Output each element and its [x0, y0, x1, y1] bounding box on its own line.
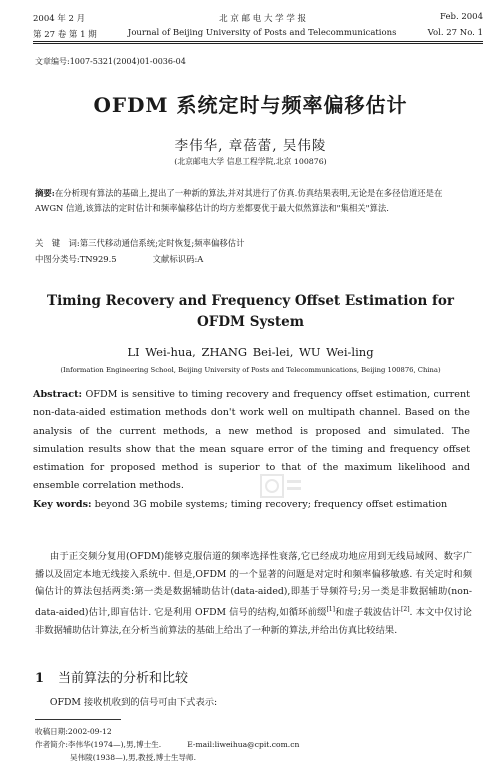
header-journal-cn: 北 京 邮 电 大 学 学 报 [219, 14, 307, 24]
abstract-cn-text: 在分析现有算法的基础上,提出了一种新的算法,并对其进行了仿真.仿真结果表明,无论是在多径信道还是在 AWGN 信道,该算法的定时估计和频率偏移估计的均方差都要优于最大似然算法和"集相关"算法. [35, 188, 443, 213]
paper-title-cn: OFDM 系统定时与频率偏移估计 [93, 93, 408, 117]
intro-text-b: 和虚子载波估计 [334, 607, 402, 619]
citation-2[interactable]: [2] [401, 606, 410, 614]
abstract-cn-label: 摘要: [35, 188, 55, 198]
header-rule [33, 41, 483, 42]
footnote-received-date: 收稿日期:2002-09-12 [35, 727, 112, 736]
section-title: 当前算法的分析和比较 [58, 671, 189, 686]
keywords-en-label: Key words: [33, 498, 92, 510]
paper-title-en [0, 291, 501, 333]
introduction-paragraph [35, 548, 472, 640]
footnote-author-intro [35, 739, 299, 750]
class-number: 中图分类号:TN929.5 [35, 254, 117, 264]
footnote-author-text: 作者简介:李伟华(1974—),男,博士生. [35, 740, 162, 749]
keywords-en-text: beyond 3G mobile systems; timing recovery; frequency offset estimation [94, 498, 448, 510]
header-journal-en: Journal of Beijing University of Posts and Telecommunications [127, 28, 397, 38]
footnote-email[interactable]: E-mail:liweihua@cpit.com.cn [187, 740, 300, 749]
header-date-en: Feb. 2004 [440, 12, 483, 22]
paper-title-en-line2: OFDM System [197, 314, 304, 330]
article-number: 文章编号:1007-5321(2004)01-0036-04 [35, 57, 186, 66]
affiliation-cn: (北京邮电大学 信息工程学院,北京 100876) [174, 157, 327, 166]
footnote-author-intro-2: 吴伟陵(1938—),男,教授,博士生导师. [70, 753, 197, 762]
header-rule-thin [33, 43, 483, 44]
header-date: 2004 年 2 月 [33, 14, 86, 24]
running-header-line2 [33, 28, 483, 40]
section-number: 1 [35, 671, 45, 686]
keywords-cn: 关 键 词:第三代移动通信系统;定时恢复;频率偏移估计 [35, 238, 245, 248]
affiliation-en: (Information Engineering School, Beijing University of Posts and Telecommunications, Beijing 100876, China) [60, 366, 441, 374]
intro-text-c: . 本文中仅讨论非数据辅助估计算法,在分析当前算法的基础上给出了一种新的算法,并给出仿真比较结果. [35, 607, 472, 636]
header-volume-cn: 第 27 卷 第 1 期 [33, 30, 97, 40]
abstract-en-label: Abstract: [33, 389, 83, 400]
footnote-rule [35, 719, 121, 720]
intro-text-a: 由于正交频分复用(OFDM)能够克服信道的频率选择性衰落,它已经成功地应用到无线局域网、数字广播以及固定本地无线接入系统中. 但是,OFDM 的一个显著的问题是对定时和频率偏移敏感. 有关定时和频偏估计的算法包括两类:第一类是数据辅助估计(data-aided),即基于导频符号;另一类是非数据辅助(non-data-aided)估计,即盲估计. 它是利用 OFDM 信号的结构,如循环前缀 [35, 551, 472, 619]
citation-1[interactable]: [1] [326, 606, 335, 614]
abstract-cn [35, 186, 470, 216]
authors-cn: 李伟华, 章蓓蕾, 吴伟陵 [174, 138, 327, 154]
paper-title-en-line1: Timing Recovery and Frequency Offset Estimation for [47, 293, 454, 309]
running-header-line1 [33, 12, 483, 24]
section-heading-1 [35, 667, 188, 686]
document-code: 文献标识码:A [152, 254, 204, 264]
abstract-en-text: OFDM is sensitive to timing recovery and frequency offset estimation, current non-data-aided estimation methods don't work well on multipath channel. Based on the analysis of the current methods, a new method is proposed and simulated. The simulation results show that the mean square error of the timing and frequency offset estimation for proposed method is superior to that of the maximum likelihood and ensemble correlation methods. [33, 389, 470, 492]
publisher-watermark-icon [258, 472, 304, 502]
classification-line [35, 253, 203, 265]
header-volume-en: Vol. 27 No. 1 [427, 28, 483, 38]
abstract-en [33, 386, 470, 514]
body-paragraph: OFDM 接收机收到的信号可由下式表示: [49, 697, 218, 708]
authors-en: LI Wei-hua, ZHANG Bei-lei, WU Wei-ling [127, 345, 374, 359]
